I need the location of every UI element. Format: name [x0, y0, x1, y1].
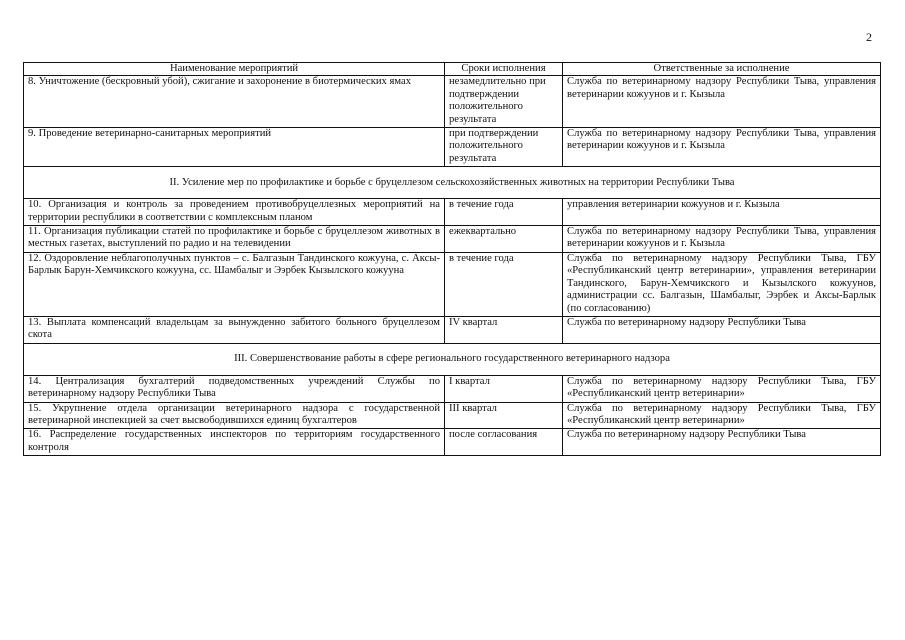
- table-row-item-9: [24, 128, 881, 167]
- deadline-cell: III квартал: [445, 402, 563, 429]
- table-row-item-14: [24, 375, 881, 402]
- table-row-item-13: [24, 316, 881, 343]
- section-title: II. Усиление мер по профилактике и борьбе с бруцеллезом сельскохозяйственных животных на территории Республики Тыва: [24, 167, 881, 199]
- activity-cell: 16. Распределение государственных инспекторов по территориям государственного контроля: [24, 429, 445, 456]
- table-row-item-15: [24, 402, 881, 429]
- responsible-cell: Служба по ветеринарному надзору Республики Тыва, управления ветеринарии кожуунов и г. Кызыла: [563, 226, 881, 253]
- activity-cell: 10. Организация и контроль за проведением противобруцеллезных мероприятий на территории республики в соответствии с комплексным планом: [24, 199, 445, 226]
- table-row-item-12: [24, 252, 881, 316]
- section-row-2: [24, 167, 881, 199]
- responsible-cell: Служба по ветеринарному надзору Республики Тыва, ГБУ «Республиканский центр ветеринарии», управления ветеринарии Тандинского, Барун-Хемчикского и Кызылского кожуунов, администрации сс. Балгазын, Шамбалыг, Ээрбек и Аксы-Барлык (по согласованию): [563, 252, 881, 316]
- activity-cell: 11. Организация публикации статей по профилактике и борьбе с бруцеллезом животных в местных газетах, выступлений по радио и на телевидении: [24, 226, 445, 253]
- table-row-item-11: [24, 226, 881, 253]
- deadline-cell: ежеквартально: [445, 226, 563, 253]
- section-row-3: [24, 343, 881, 375]
- activity-cell: 15. Укрупнение отдела организации ветеринарного надзора с государственной ветеринарной инспекцией за счет высвободившихся единиц бухгалтеров: [24, 402, 445, 429]
- page-number: 2: [866, 30, 872, 44]
- activity-cell: 14. Централизация бухгалтерий подведомственных учреждений Службы по ветеринарному надзору Республики Тыва: [24, 375, 445, 402]
- activity-cell: 13. Выплата компенсаций владельцам за вынужденно забитого больного бруцеллезом скота: [24, 316, 445, 343]
- activity-cell: 9. Проведение ветеринарно-санитарных мероприятий: [24, 128, 445, 167]
- deadline-cell: после согласования: [445, 429, 563, 456]
- header-deadline: Сроки исполнения: [445, 63, 563, 76]
- table-row-item-10: [24, 199, 881, 226]
- section-title: III. Совершенствование работы в сфере регионального государственного ветеринарного надзора: [24, 343, 881, 375]
- deadline-cell: I квартал: [445, 375, 563, 402]
- activity-cell: 8. Уничтожение (бескровный убой), сжигание и захоронение в биотермических ямах: [24, 76, 445, 128]
- table-row-item-8: [24, 76, 881, 128]
- activities-table: [23, 62, 881, 456]
- deadline-cell: IV квартал: [445, 316, 563, 343]
- deadline-cell: в течение года: [445, 252, 563, 316]
- responsible-cell: управления ветеринарии кожуунов и г. Кызыла: [563, 199, 881, 226]
- responsible-cell: Служба по ветеринарному надзору Республики Тыва: [563, 429, 881, 456]
- header-responsible: Ответственные за исполнение: [563, 63, 881, 76]
- responsible-cell: Служба по ветеринарному надзору Республики Тыва: [563, 316, 881, 343]
- header-activity: Наименование мероприятий: [24, 63, 445, 76]
- responsible-cell: Служба по ветеринарному надзору Республики Тыва, ГБУ «Республиканский центр ветеринарии»: [563, 402, 881, 429]
- deadline-cell: в течение года: [445, 199, 563, 226]
- responsible-cell: Служба по ветеринарному надзору Республики Тыва, ГБУ «Республиканский центр ветеринарии»: [563, 375, 881, 402]
- deadline-cell: при подтверждении положительного результата: [445, 128, 563, 167]
- responsible-cell: Служба по ветеринарному надзору Республики Тыва, управления ветеринарии кожуунов и г. Кызыла: [563, 76, 881, 128]
- activity-cell: 12. Оздоровление неблагополучных пунктов – с. Балгазын Тандинского кожууна, с. Аксы-Барлык Барун-Хемчикского кожууна, сс. Шамбалыг и Ээрбек Кызылского кожууна: [24, 252, 445, 316]
- responsible-cell: Служба по ветеринарному надзору Республики Тыва, управления ветеринарии кожуунов и г. Кызыла: [563, 128, 881, 167]
- table-header-row: [24, 63, 881, 76]
- table-row-item-16: [24, 429, 881, 456]
- deadline-cell: незамедлительно при подтверждении положительного результата: [445, 76, 563, 128]
